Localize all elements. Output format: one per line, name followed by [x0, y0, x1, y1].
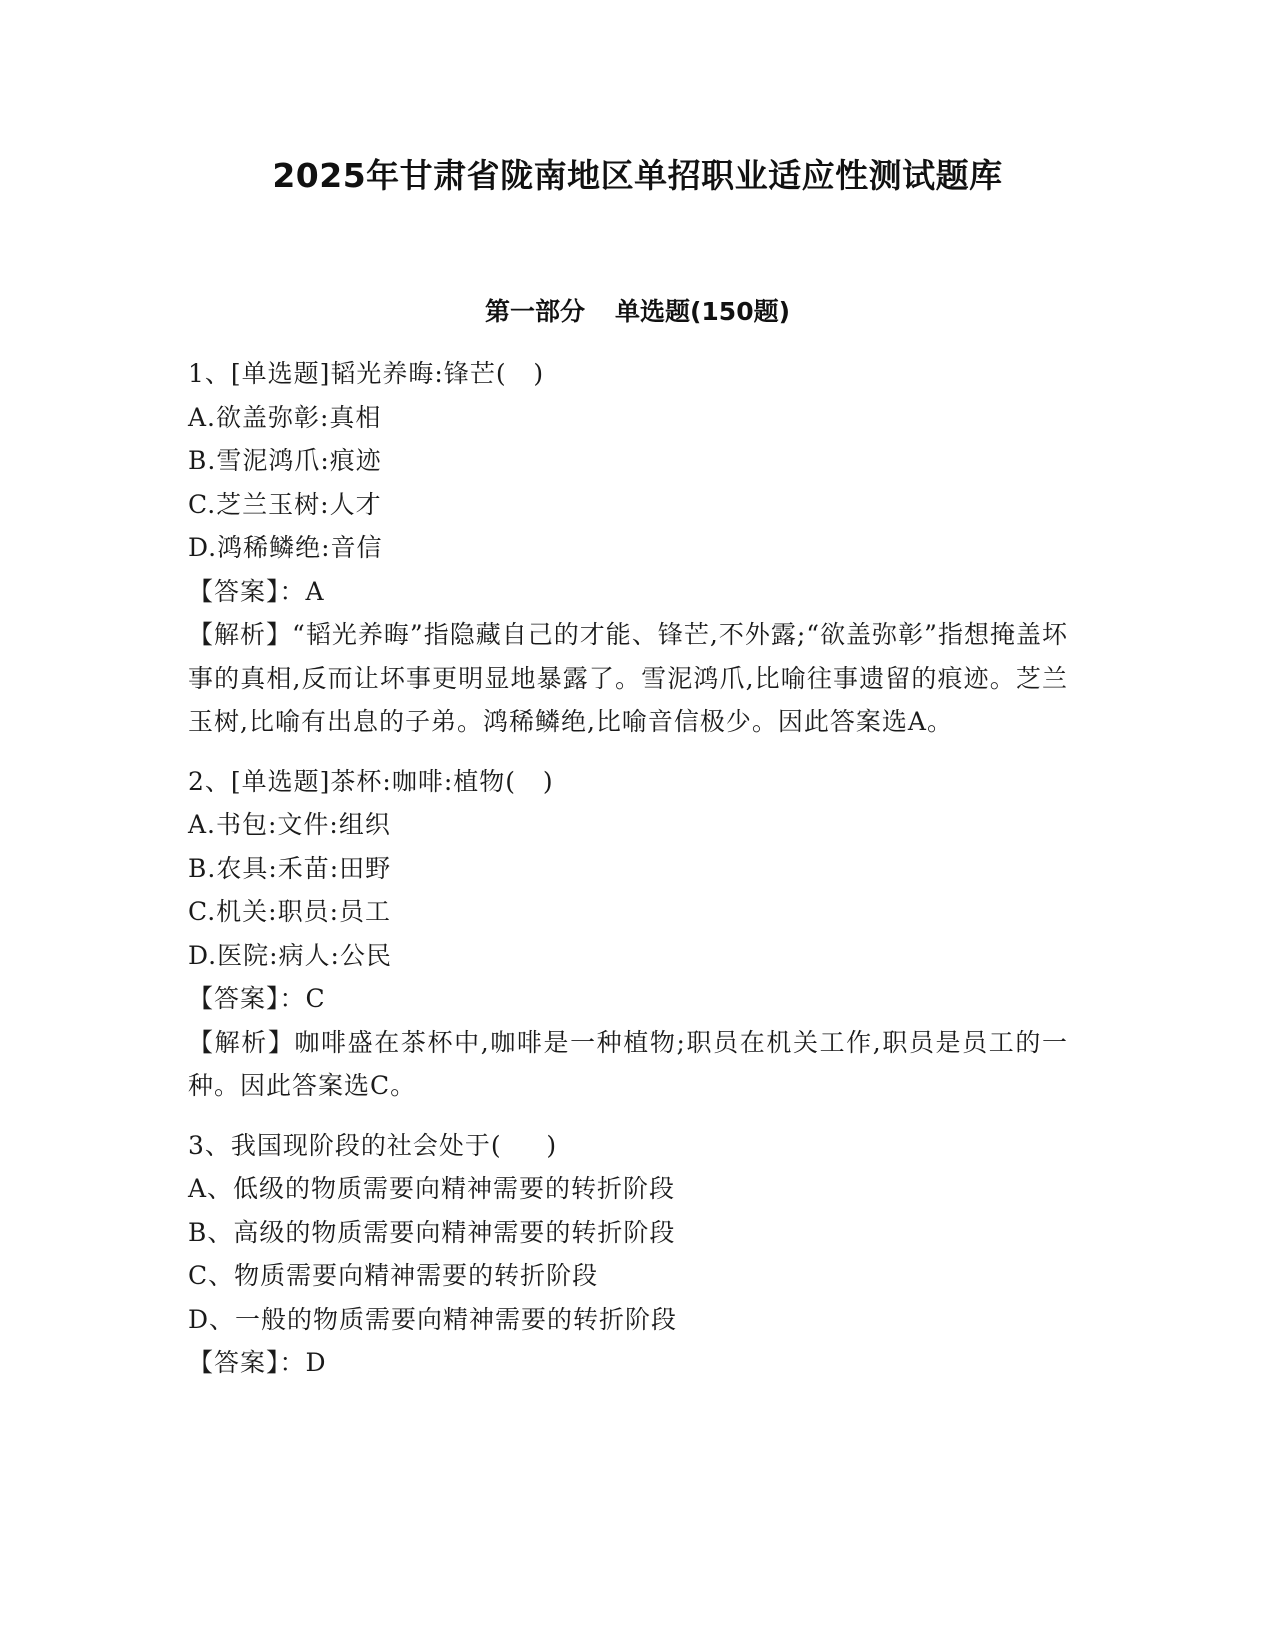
- option-c: C、物质需要向精神需要的转折阶段: [188, 1261, 599, 1290]
- option-d: D、一般的物质需要向精神需要的转折阶段: [188, 1304, 678, 1334]
- option-a: A、低级的物质需要向精神需要的转折阶段: [188, 1174, 676, 1203]
- question-item: [188, 352, 1068, 744]
- option-a: A.欲盖弥彰:真相: [188, 402, 382, 432]
- explanation: 【解析】咖啡盛在茶杯中,咖啡是一种植物;职员在机关工作,职员是员工的一种。因此答案选C。: [188, 1027, 1068, 1100]
- question-item: [188, 760, 1068, 1108]
- explanation: 【解析】“韬光养晦”指隐藏自己的才能、锋芒,不外露;“欲盖弥彰”指想掩盖坏事的真相,反而让坏事更明显地暴露了。雪泥鸿爪,比喻往事遗留的痕迹。芝兰玉树,比喻有出息的子弟。鸿稀鳞绝,比喻音信极少。因此答案选A。: [188, 620, 1068, 736]
- section-heading: [0, 292, 1275, 328]
- section-part: 第一部分: [484, 297, 585, 326]
- question-stem: 1、[单选题]韬光养晦:锋芒( ): [188, 359, 545, 388]
- question-stem: 2、[单选题]茶杯:咖啡:植物( ): [188, 766, 554, 796]
- answer: 【答案】：A: [188, 576, 325, 606]
- option-d: D.医院:病人:公民: [188, 940, 392, 970]
- option-b: B.农具:禾苗:田野: [188, 853, 392, 883]
- question-stem: 3、我国现阶段的社会处于( ): [188, 1130, 558, 1160]
- option-c: C.芝兰玉树:人才: [188, 489, 382, 519]
- document-title: 2025年甘肃省陇南地区单招职业适应性测试题库: [272, 156, 1003, 195]
- option-d: D.鸿稀鳞绝:音信: [188, 533, 383, 562]
- question-list: [188, 352, 1068, 1401]
- question-item: [188, 1124, 1068, 1385]
- section-name: 单选题(150题): [614, 297, 791, 326]
- option-a: A.书包:文件:组织: [188, 810, 391, 839]
- option-b: B.雪泥鸿爪:痕迹: [188, 446, 382, 475]
- answer: 【答案】：D: [188, 1348, 327, 1377]
- option-b: B、高级的物质需要向精神需要的转折阶段: [188, 1217, 676, 1247]
- answer: 【答案】：C: [188, 984, 326, 1013]
- option-c: C.机关:职员:员工: [188, 897, 392, 926]
